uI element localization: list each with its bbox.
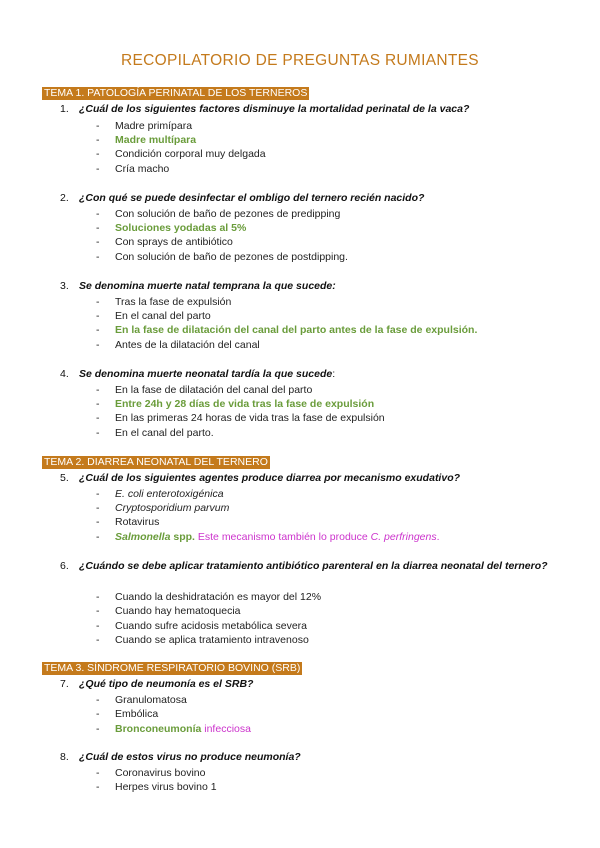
option-text: Con sprays de antibiótico	[115, 236, 233, 248]
correct-answer: Soluciones yodadas al 5%	[115, 222, 247, 234]
list-item: - Cuando hay hematoquecia	[96, 605, 241, 617]
list-item: - Cuando se aplica tratamiento intravenoso	[96, 634, 309, 646]
option-text: Embólica	[115, 708, 159, 720]
question-number: 7.	[60, 678, 69, 690]
list-item: - E. coli enterotoxigénica	[96, 488, 224, 500]
list-item: - Con solución de baño de pezones de postdipping.	[96, 251, 348, 263]
question-number: 6.	[60, 560, 69, 572]
question-text: ¿Con qué se puede desinfectar el ombligo del ternero recién nacido?	[79, 192, 425, 204]
question-4	[60, 367, 552, 381]
question-text: ¿Cuál de estos virus no produce neumonía?	[79, 751, 301, 763]
option-text: Madre primípara	[115, 120, 193, 132]
question-number: 5.	[60, 472, 69, 484]
list-item: - En las primeras 24 horas de vida tras la fase de expulsión	[96, 412, 385, 424]
answer-note-species: C. perfringens	[370, 531, 437, 543]
option-text: Cryptosporidium parvum	[115, 502, 230, 514]
option-text: Herpes virus bovino 1	[115, 781, 217, 793]
list-item: - Antes de la dilatación del canal	[96, 339, 260, 351]
answer-note: Este mecanismo también lo produce	[194, 531, 371, 543]
option-text: Cuando se aplica tratamiento intravenoso	[115, 634, 309, 646]
list-item: - En la fase de dilatación del canal del parto	[96, 384, 313, 396]
question-2	[60, 191, 552, 205]
answer-note-end: .	[436, 531, 440, 543]
question-text: ¿Cuál de los siguientes agentes produce diarrea por mecanismo exudativo?	[79, 472, 461, 484]
option-text: Tras la fase de expulsión	[115, 296, 232, 308]
question-number: 2.	[60, 192, 69, 204]
question-number: 1.	[60, 103, 69, 115]
question-5	[60, 471, 552, 485]
list-item: - Herpes virus bovino 1	[96, 781, 217, 793]
correct-answer: Madre multípara	[115, 134, 197, 146]
question-text: ¿Cuándo se debe aplicar tratamiento antibiótico parenteral en la diarrea neonatal del ternero?	[79, 560, 548, 572]
option-text: En la fase de dilatación del canal del parto	[115, 384, 313, 396]
list-item: - Cryptosporidium parvum	[96, 502, 230, 514]
question-text: ¿Cuál de los siguientes factores disminuye la mortalidad perinatal de la vaca?	[79, 103, 470, 115]
list-item: - Tras la fase de expulsión	[96, 296, 232, 308]
list-item: - Rotavirus	[96, 516, 160, 528]
list-item: - Entre 24h y 28 días de vida tras la fase de expulsión	[96, 398, 375, 410]
correct-answer: Entre 24h y 28 días de vida tras la fase de expulsión	[115, 398, 375, 410]
option-text: En el canal del parto.	[115, 427, 214, 439]
question-8	[60, 750, 552, 764]
question-text: Se denomina muerte natal temprana la que sucede:	[79, 280, 336, 292]
option-text: Con solución de baño de pezones de postdipping.	[115, 251, 348, 263]
correct-answer-suffix: spp.	[170, 531, 195, 543]
list-item: - Madre multípara	[96, 134, 197, 146]
question-number: 4.	[60, 368, 69, 380]
option-text: Rotavirus	[115, 516, 160, 528]
question-number: 3.	[60, 280, 69, 292]
list-item: - Cría macho	[96, 163, 170, 175]
option-text: Cuando la deshidratación es mayor del 12%	[115, 591, 322, 603]
option-text: Cría macho	[115, 163, 170, 175]
question-3	[60, 279, 552, 293]
list-item: - En la fase de dilatación del canal del parto antes de la fase de expulsión.	[96, 324, 478, 336]
section-header-tema-2: TEMA 2. DIARREA NEONATAL DEL TERNERO	[44, 456, 268, 468]
option-text: Con solución de baño de pezones de predipping	[115, 208, 341, 220]
question-1	[60, 102, 552, 116]
option-text: Antes de la dilatación del canal	[115, 339, 260, 351]
list-item: - En el canal del parto.	[96, 427, 214, 439]
section-header-tema-3: TEMA 3. SÍNDROME RESPIRATORIO BOVINO (SRB)	[44, 662, 301, 674]
page-title: RECOPILATORIO DE PREGUNTAS RUMIANTES	[121, 52, 479, 69]
question-6	[60, 559, 552, 573]
option-text: Cuando sufre acidosis metabólica severa	[115, 620, 308, 632]
list-item: - En el canal del parto	[96, 310, 211, 322]
correct-answer: Salmonella	[115, 531, 171, 543]
option-text: Granulomatosa	[115, 694, 187, 706]
list-item: - Condición corporal muy delgada	[96, 148, 266, 160]
option-text: Coronavirus bovino	[115, 767, 206, 779]
correct-answer: En la fase de dilatación del canal del parto antes de la fase de expulsión.	[115, 324, 478, 336]
list-item: - Granulomatosa	[96, 694, 187, 706]
option-text: En las primeras 24 horas de vida tras la fase de expulsión	[115, 412, 385, 424]
list-item: - Bronconeumonía infecciosa	[96, 723, 251, 735]
correct-answer: Bronconeumonía	[115, 723, 202, 735]
option-text: Condición corporal muy delgada	[115, 148, 266, 160]
question-7	[60, 677, 552, 691]
question-number: 8.	[60, 751, 69, 763]
list-item: - Soluciones yodadas al 5%	[96, 222, 247, 234]
list-item: - Embólica	[96, 708, 159, 720]
list-item: - Cuando sufre acidosis metabólica severa	[96, 620, 308, 632]
list-item: - Salmonella spp. Este mecanismo también lo produce C. perfringens.	[96, 531, 440, 543]
option-text: En el canal del parto	[115, 310, 211, 322]
question-text: Se denomina muerte neonatal tardía la que sucede:	[79, 368, 336, 380]
list-item: - Con sprays de antibiótico	[96, 236, 233, 248]
question-text: ¿Qué tipo de neumonía es el SRB?	[79, 678, 254, 690]
list-item: - Madre primípara	[96, 120, 193, 132]
answer-note: infecciosa	[201, 723, 251, 735]
section-header-tema-1: TEMA 1. PATOLOGÍA PERINATAL DE LOS TERNEROS	[44, 87, 308, 99]
option-text: Cuando hay hematoquecia	[115, 605, 241, 617]
list-item: - Coronavirus bovino	[96, 767, 206, 779]
option-text: E. coli enterotoxigénica	[115, 488, 224, 500]
list-item: - Con solución de baño de pezones de predipping	[96, 208, 341, 220]
list-item: - Cuando la deshidratación es mayor del 12%	[96, 591, 322, 603]
